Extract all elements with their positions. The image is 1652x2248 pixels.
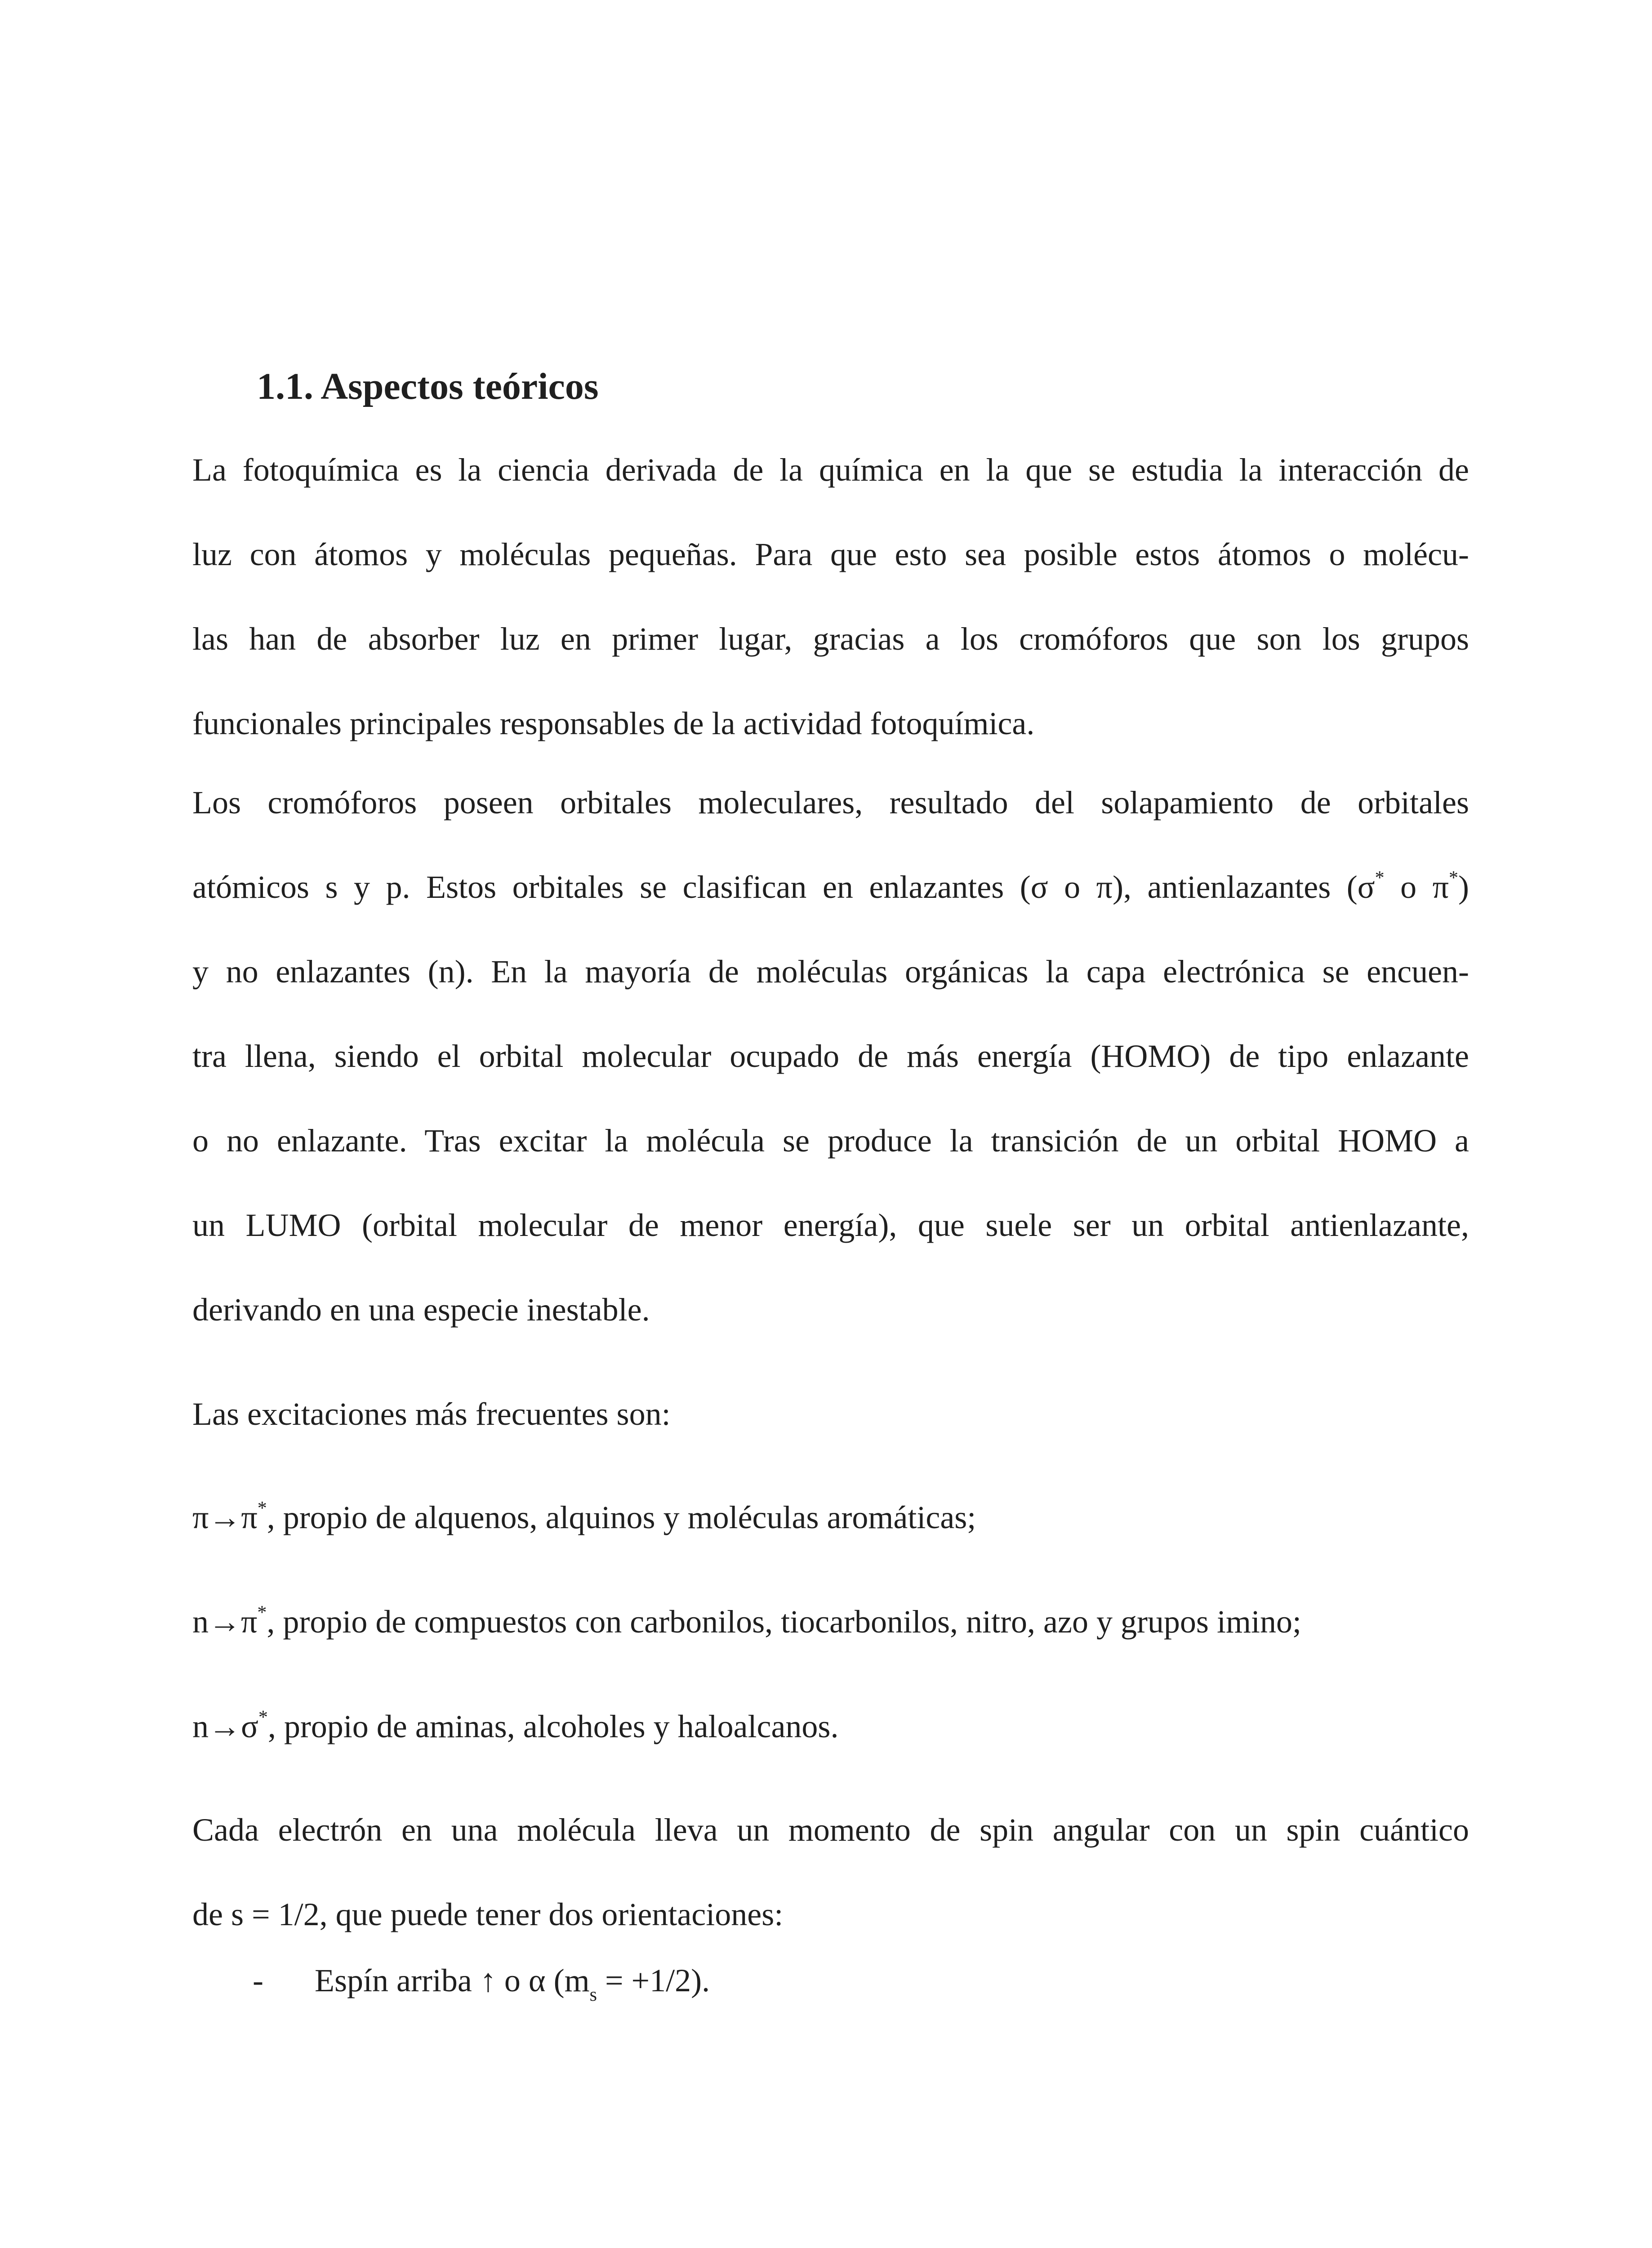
paragraph-line: La fotoquímica es la ciencia derivada de la química en la que se estudia la interacción de	[192, 452, 1469, 488]
excitation-item	[192, 1497, 976, 1538]
paragraph-line: las han de absorber luz en primer lugar, gracias a los cromóforos que son los grupos	[192, 621, 1469, 657]
paragraph-line: Cada electrón en una molécula lleva un momento de spin angular con un spin cuántico	[192, 1812, 1469, 1848]
paragraph-line: o no enlazante. Tras excitar la molécula se produce la transición de un orbital HOMO a	[192, 1123, 1469, 1159]
text-run: atómicos s y p. Estos orbitales se clasifican en enlazantes (σ o π), antienlazantes (σ	[192, 869, 1375, 905]
paragraph-line: un LUMO (orbital molecular de menor energía), que suele ser un orbital antienlazante,	[192, 1207, 1469, 1243]
list-item	[315, 1960, 710, 2006]
paragraph-line: Las excitaciones más frecuentes son:	[192, 1396, 671, 1432]
excitation-item	[192, 1706, 838, 1747]
paragraph-line: Los cromóforos poseen orbitales moleculares, resultado del solapamiento de orbitales	[192, 785, 1469, 821]
paragraph-line: luz con átomos y moléculas pequeñas. Para que esto sea posible estos átomos o molécu-	[192, 536, 1469, 572]
excitation-text: , propio de alquenos, alquinos y moléculas aromáticas;	[267, 1499, 976, 1535]
superscript: *	[258, 1707, 268, 1728]
superscript: *	[1375, 868, 1385, 888]
paragraph-line	[192, 867, 1469, 907]
superscript: *	[1449, 868, 1459, 888]
excitation-symbol: n→σ	[192, 1708, 258, 1744]
paragraph-line: de s = 1/2, que puede tener dos orientaciones:	[192, 1896, 784, 1932]
superscript: *	[257, 1498, 267, 1519]
excitation-symbol: n→π	[192, 1604, 258, 1640]
text-run: o π	[1384, 869, 1449, 905]
text-run: = +1/2).	[597, 1963, 710, 1998]
paragraph-line: funcionales principales responsables de la actividad fotoquímica.	[192, 705, 1035, 741]
excitation-text: , propio de aminas, alcoholes y haloalcanos.	[267, 1708, 839, 1744]
excitation-item	[192, 1601, 1301, 1642]
section-heading: 1.1. Aspectos teóricos	[257, 366, 599, 407]
paragraph-line: y no enlazantes (n). En la mayoría de moléculas orgánicas la capa electrónica se encuen-	[192, 954, 1469, 990]
paragraph-line: derivando en una especie inestable.	[192, 1292, 650, 1328]
excitation-symbol: π→π	[192, 1499, 258, 1535]
list-bullet-dash: -	[253, 1963, 263, 1998]
excitation-text: , propio de compuestos con carbonilos, tiocarbonilos, nitro, azo y grupos imino;	[267, 1604, 1301, 1640]
superscript: *	[257, 1602, 267, 1623]
subscript: s	[589, 1985, 597, 2006]
text-run: )	[1458, 869, 1469, 905]
text-run: Espín arriba ↑ o α (m	[315, 1963, 590, 1998]
paragraph-line: tra llena, siendo el orbital molecular ocupado de más energía (HOMO) de tipo enlazante	[192, 1038, 1469, 1074]
